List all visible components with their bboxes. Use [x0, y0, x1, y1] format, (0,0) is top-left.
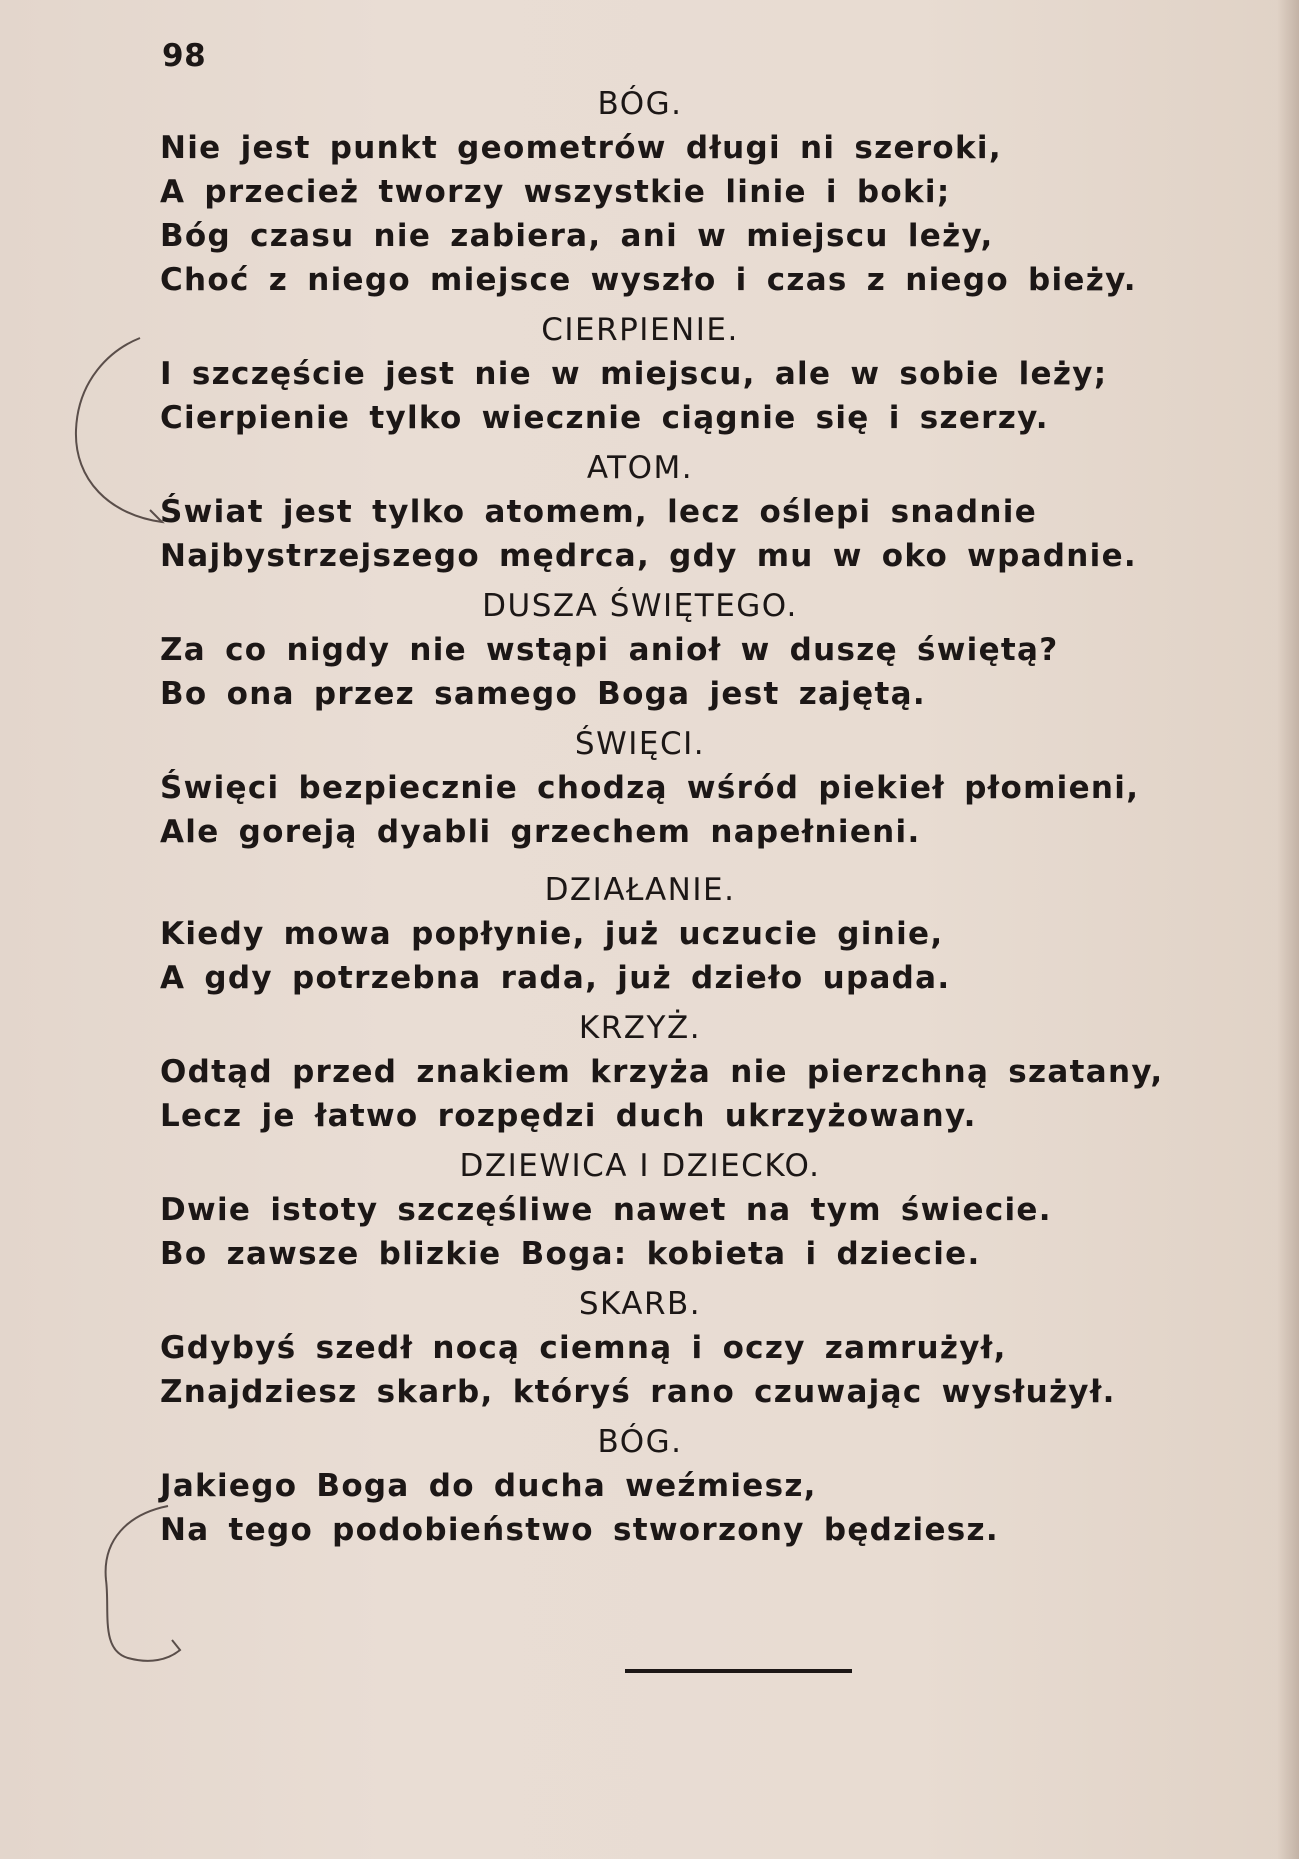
verse-line: Ale goreją dyabli grzechem napełnieni. — [160, 814, 921, 850]
section-dziewica-i-dziecko — [160, 1144, 1120, 1276]
verse-line: A gdy potrzebna rada, już dzieło upada. — [160, 960, 951, 996]
verse-line: Dwie istoty szczęśliwe nawet na tym świecie. — [160, 1192, 1052, 1228]
section-swieci — [160, 722, 1140, 854]
section-dzialanie — [160, 868, 1120, 1000]
section-heading: SKARB. — [578, 1286, 702, 1322]
verse-line: Odtąd przed znakiem krzyża nie pierzchną szatany, — [160, 1054, 1164, 1090]
section-heading: DUSZA ŚWIĘTEGO. — [482, 588, 798, 624]
section-heading: KRZYŻ. — [578, 1010, 702, 1046]
verse-line: Znajdziesz skarb, któryś rano czuwając wysłużył. — [160, 1374, 1116, 1410]
verse-line: Kiedy mowa popłynie, już uczucie ginie, — [160, 916, 944, 952]
verse-line: Bo ona przez samego Boga jest zajętą. — [160, 676, 926, 712]
page-edge-shadow — [1277, 0, 1299, 1859]
page-number: 98 — [162, 38, 207, 74]
section-atom — [160, 446, 1137, 578]
poem-content — [160, 82, 1164, 1552]
section-bog — [160, 82, 1137, 302]
verse-line: Nie jest punkt geometrów długi ni szeroki, — [160, 130, 1002, 166]
verse-line: Święci bezpiecznie chodzą wśród piekieł płomieni, — [160, 770, 1140, 806]
section-heading: CIERPIENIE. — [541, 312, 739, 348]
pencil-bracket-mark-top — [70, 330, 170, 530]
verse-line: Świat jest tylko atomem, lecz oślepi snadnie — [160, 494, 1038, 530]
section-heading: ATOM. — [586, 450, 694, 486]
section-krzyz — [160, 1006, 1164, 1138]
section-heading: DZIAŁANIE. — [544, 872, 736, 908]
verse-line: Za co nigdy nie wstąpi anioł w duszę świętą? — [160, 632, 1059, 668]
section-skarb — [160, 1282, 1120, 1414]
verse-line: I szczęście jest nie w miejscu, ale w sobie leży; — [160, 356, 1108, 392]
verse-line: Gdybyś szedł nocą ciemną i oczy zamrużył, — [160, 1330, 1007, 1366]
verse-line: Najbystrzejszego mędrca, gdy mu w oko wpadnie. — [160, 538, 1137, 574]
section-heading: DZIEWICA I DZIECKO. — [459, 1148, 821, 1184]
verse-line: Lecz je łatwo rozpędzi duch ukrzyżowany. — [160, 1098, 977, 1134]
closing-rule — [625, 1669, 852, 1673]
verse-line: Cierpienie tylko wiecznie ciągnie się i szerzy. — [160, 400, 1049, 436]
section-bog-2 — [160, 1420, 1120, 1552]
verse-line: Jakiego Boga do ducha weźmiesz, — [160, 1468, 817, 1504]
verse-line: Choć z niego miejsce wyszło i czas z niego bieży. — [160, 262, 1137, 298]
verse-line: Bóg czasu nie zabiera, ani w miejscu leży, — [160, 218, 994, 254]
section-heading: ŚWIĘCI. — [574, 726, 706, 762]
verse-line: Bo zawsze blizkie Boga: kobieta i dziecie. — [160, 1236, 981, 1272]
section-dusza-swietego — [160, 584, 1120, 716]
section-heading: BÓG. — [597, 86, 683, 122]
verse-line: A przecież tworzy wszystkie linie i boki; — [160, 174, 951, 210]
section-cierpienie — [160, 308, 1120, 440]
verse-line: Na tego podobieństwo stworzony będziesz. — [160, 1512, 999, 1548]
section-heading: BÓG. — [597, 1424, 683, 1460]
